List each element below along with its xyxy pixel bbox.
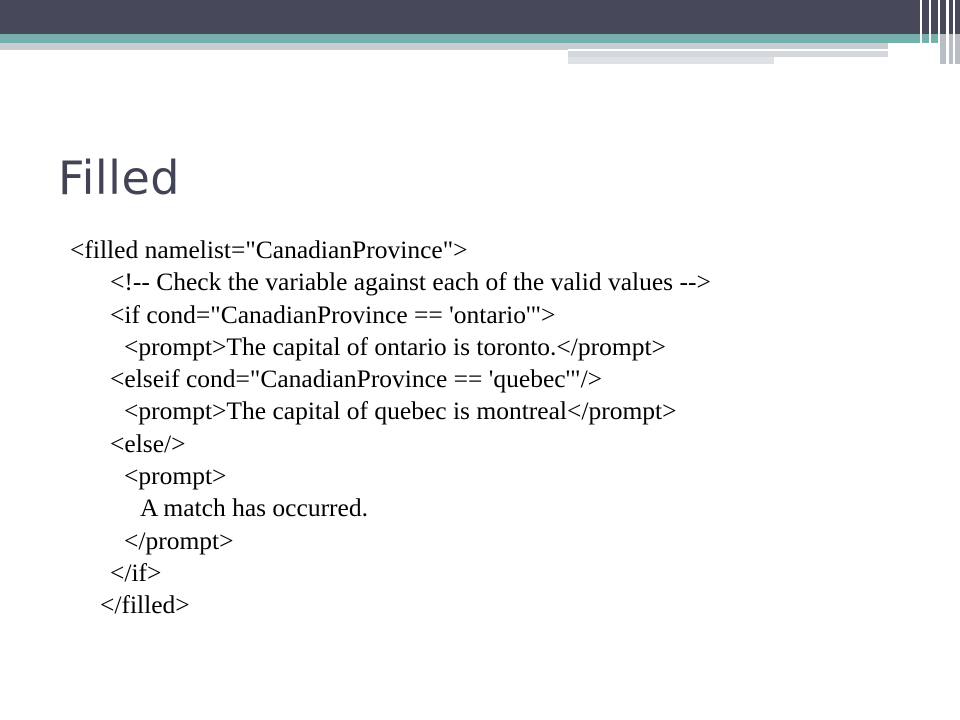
- code-line: <prompt>The capital of quebec is montreal</prompt>: [124, 396, 677, 426]
- slide-title: Filled: [58, 151, 180, 205]
- header-banner: [0, 0, 960, 34]
- header-corner-block: [940, 34, 960, 64]
- code-line: <!-- Check the variable against each of the valid values -->: [110, 267, 711, 297]
- code-line: <elseif cond="CanadianProvince == 'quebec'"/>: [110, 364, 603, 394]
- header-pinstripe: [920, 0, 922, 44]
- code-line: <prompt>The capital of ontario is toronto.</prompt>: [124, 331, 666, 361]
- code-block: [70, 234, 930, 622]
- header-gray-stripe: [568, 50, 888, 57]
- code-line: <prompt>: [124, 461, 227, 491]
- code-line: <else/>: [110, 428, 186, 458]
- header-gray-stripe: [568, 57, 774, 64]
- header-pinstripe: [953, 0, 955, 64]
- code-line: <if cond="CanadianProvince == 'ontario'">: [110, 299, 556, 329]
- header-accent-stripe: [0, 34, 960, 43]
- code-line: </if>: [110, 557, 162, 587]
- code-line: </prompt>: [124, 525, 234, 555]
- header-pinstripe: [946, 0, 949, 64]
- code-line: <filled namelist="CanadianProvince">: [70, 235, 468, 264]
- header-pinstripe: [938, 0, 940, 64]
- code-line: A match has occurred.: [140, 493, 368, 523]
- code-line: </filled>: [100, 590, 190, 620]
- header-divider: [568, 49, 888, 51]
- header-pinstripe: [929, 0, 931, 56]
